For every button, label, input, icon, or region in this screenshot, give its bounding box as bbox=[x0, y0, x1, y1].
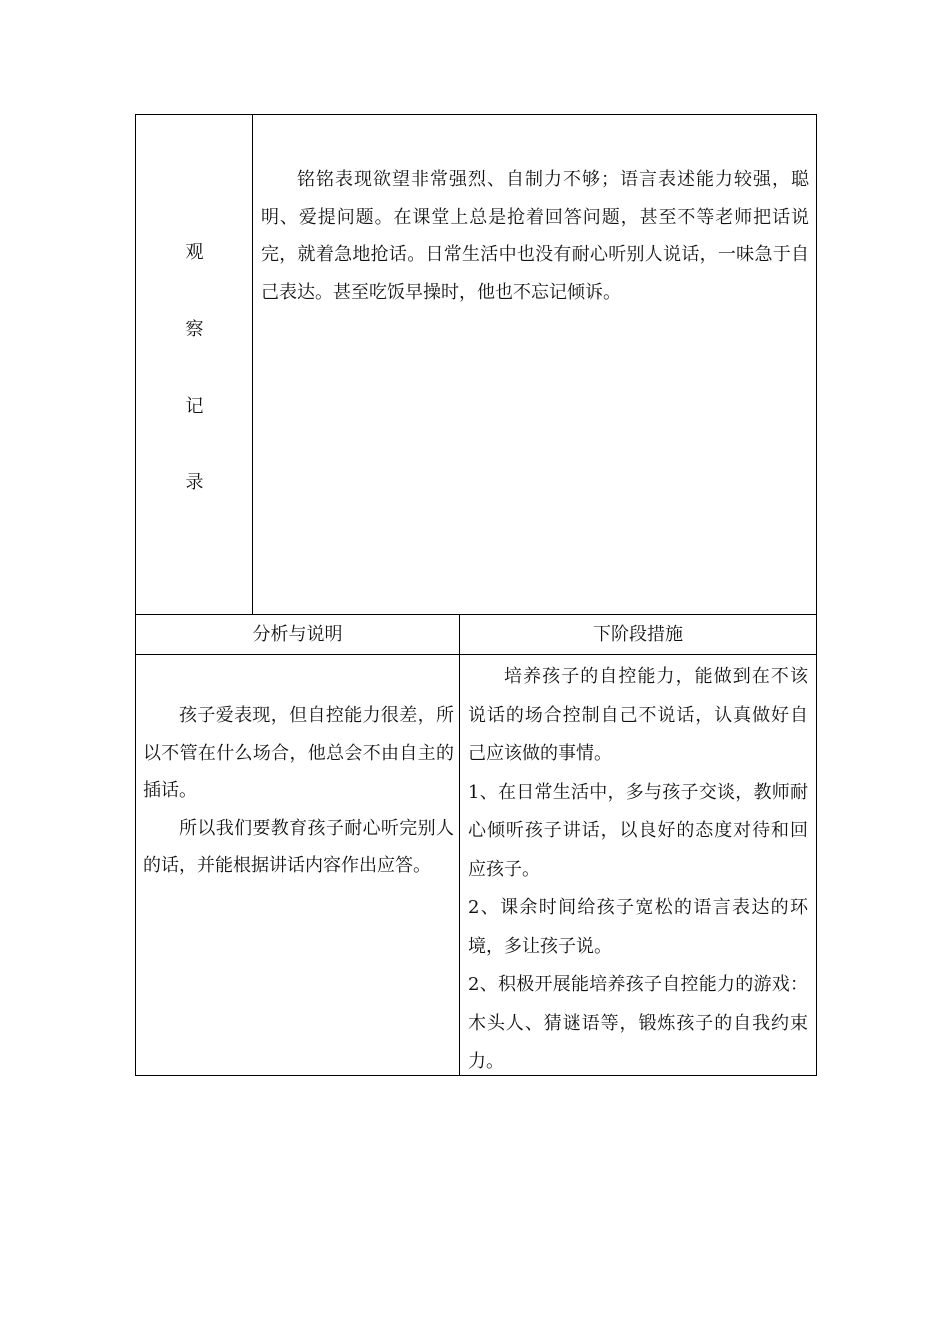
label-char: 录 bbox=[185, 472, 204, 493]
next-steps-intro: 培养孩子的自控能力，能做到在不该说话的场合控制自己不说话，认真做好自己应该做的事情。 bbox=[468, 666, 808, 764]
observation-record-label bbox=[136, 115, 253, 615]
next-steps-header: 下阶段措施 bbox=[593, 624, 683, 645]
analysis-content bbox=[143, 697, 454, 885]
observation-text: 铭铭表现欲望非常强烈、自制力不够；语言表述能力较强，聪明、爱提问题。在课堂上总是抢着回答问题，甚至不等老师把话说完，就着急地抢话。日常生活中也没有耐心听别人说话，一味急于自己表达。甚至吃饭早操时，他也不忘记倾诉。 bbox=[261, 169, 809, 303]
next-steps-content bbox=[468, 658, 808, 1082]
horizontal-divider-2 bbox=[136, 654, 816, 655]
analysis-paragraph: 孩子爱表现，但自控能力很差，所以不管在什么场合，他总会不由自主的插话。 bbox=[143, 705, 454, 801]
label-char: 察 bbox=[185, 319, 204, 340]
vertical-divider-bottom bbox=[459, 615, 460, 1076]
label-char: 观 bbox=[185, 242, 204, 263]
next-steps-item: 1、在日常生活中，多与孩子交谈，教师耐心倾听孩子讲话，以良好的态度对待和回应孩子。 bbox=[468, 781, 808, 880]
observation-record-table bbox=[135, 114, 817, 1076]
label-char: 记 bbox=[185, 396, 204, 417]
analysis-header: 分析与说明 bbox=[252, 624, 343, 645]
next-steps-item: 2、课余时间给孩子宽松的语言表达的环境，多让孩子说。 bbox=[468, 897, 808, 957]
analysis-paragraph: 所以我们要教育孩子耐心听完别人的话，并能根据讲话内容作出应答。 bbox=[143, 817, 454, 876]
next-steps-item: 2、积极开展能培养孩子自控能力的游戏：木头人、猜谜语等，锻炼孩子的自我约束力。 bbox=[468, 974, 808, 1072]
